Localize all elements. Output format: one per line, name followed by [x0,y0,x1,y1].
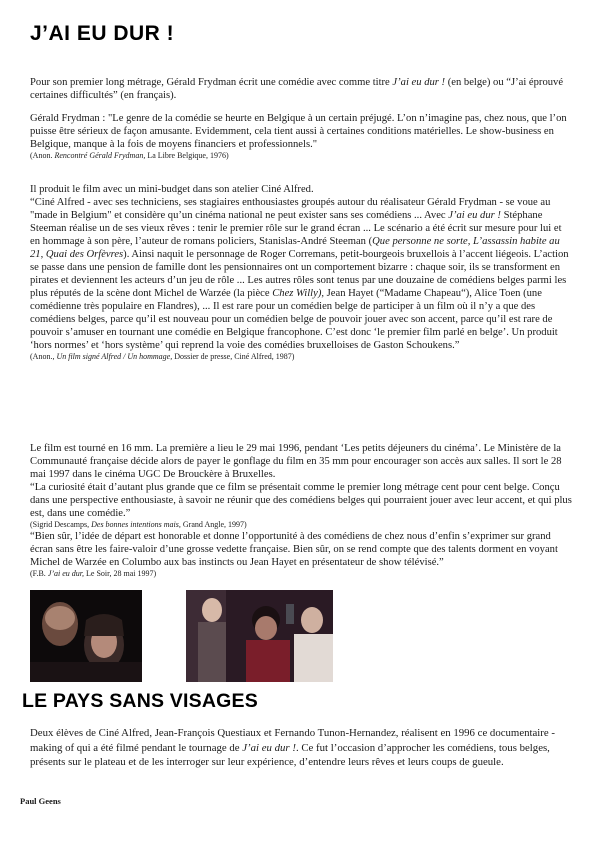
frydman-quote: Gérald Frydman : "Le genre de la comédie se heurte en Belgique à un certain préjugé. L’on n’imagine pas, chez nous, que l’on puisse être sérieux de façon amusante. Evidemment, cela tient aussi à certaines conditions matérielles. Le show-business en Belgique, manque à la fois de moyens financiers et professionnels." (Anon. Rencontré Gérald Frydman, La Libre Belgique, 1976) [30,112,572,161]
le-soir-source: (F.B. J’ai eu dur, Le Soir, 28 mai 1997) [30,569,157,578]
release-paragraph: Le film est tourné en 16 mm. La première a lieu le 29 mai 1996, pendant ‘Les petits déjeuners du cinéma’. Le Ministère de la Communauté française décide alors de payer le gonflage du film en 35 mm pour encourager son accès aux salles. Il sort le 28 mai 1997 dans le cinéma UGC De Brouckère à Bruxelles. “La curiosité était d’autant plus grande que ce film se présentait comme le premier long métrage cent pour cent belge. Conçu dans une perspective enthousiaste, à savoir ne réunir que des comédiens belges qui pourraient jouer avec leur accent, et qui plus est, dans une comédie.” (Sigrid Descamps, Des bonnes intentions mais, Grand Angle, 1997) “Bien sûr, l’idée de départ est honorable et donne l’opportunité à des comédiens de chez nous d’enfin s’exprimer sur grand écran sans être les faire-valoir d’une grosse vedette française. Bien sûr, on se rend compte que des talents dorment en voyant Michel de Warzée en Columbo aux bas instincts ou Jean Hayet en présentateur de show télévisé.” (F.B. J’ai eu dur, Le Soir, 28 mai 1997) [30,443,572,578]
grand-angle-source: (Sigrid Descamps, Des bonnes intentions mais, Grand Angle, 1997) [30,520,247,529]
press-kit-source: (Anon., Un film signé Alfred / Un hommage, Dossier de presse, Ciné Alfred, 1987) [30,352,295,361]
intro-paragraph: Pour son premier long métrage, Gérald Frydman écrit une comédie avec comme titre J’ai eu dur ! (en belge) ou “J’ai éprouvé certaines difficultés” (en français). [30,77,564,101]
section-title: LE PAYS SANS VISAGES [22,690,258,712]
film-still-photo-1 [30,590,142,682]
film-still-photo-2 [186,590,333,682]
production-paragraph: Il produit le film avec un mini-budget dans son atelier Ciné Alfred. “Ciné Alfred - avec ses techniciens, ses stagiaires enthousiastes groupés autour du réalisateur Gérald Frydman - se voue au "made in Belgium" et considère qu’un cinéma national ne peut exister sans ses comédiens ... Avec J’ai eu dur ! Stéphane Steeman réalise un de ses vieux rêves : tenir le premier rôle sur le grand écran ... Le scénario a été écrit sur mesure pour lui et en hommage à son père, l’auteur de romans policiers, Stanislas-André Steeman (Que personne ne sorte, L’assassin habite au 21, Quai des Orfèvres). Ainsi naquit le personnage de Roger Corremans, petit-bourgeois bruxellois à l’accent liégeois. L’action se passe dans une pension de famille dont les pensionnaires ont un comportement bizarre : chaque soir, ils se transforment en pirates et deviennent les acteurs d’un jeu de rôle ... Les autres rôles sont tenus par une douzaine de comédiens belges parmi les plus réputés de la scène dont Michel de Warzée (la pièce Chez Willy), Jean Hayet (“Madame Chapeau“), Alice Toen (une comédienne très populaire en Flandres), ... Il est rare pour un comédien belge de participer à un film où il n’y a que des comédiens belges, parce qu’il est nouveau pour un comédien belge de pouvoir jouer avec son accent, parce qu’il est rare de pouvoir s’amuser en tournant une comédie en Belgique francophone. C’est donc ‘le premier film parlé en belge’. Un produit ‘hors normes’ et ‘hors système’ qui reprend la voie des comédies bruxelloises de Gaston Schoukens.” (Anon., Un film signé Alfred / Un hommage, Dossier de presse, Ciné Alfred, 1987) [30,183,572,362]
frydman-quote-source: (Anon. Rencontré Gérald Frydman, La Libre Belgique, 1976) [30,151,229,160]
page-title: J’AI EU DUR ! [30,22,175,45]
documentary-paragraph: Deux élèves de Ciné Alfred, Jean-François Questiaux et Fernando Tunon-Hernandez, réalisent en 1996 ce documentaire - making of qui a été filmé pendant le tournage de J’ai eu dur !. Ce fut l’occasion d’approcher les comédiens, tous belges, présents sur le plateau et de les interroger sur leur expérience, d’entendre leurs rêves et leurs coups de gueule. [30,727,555,768]
author-signature: Paul Geens [20,796,61,806]
